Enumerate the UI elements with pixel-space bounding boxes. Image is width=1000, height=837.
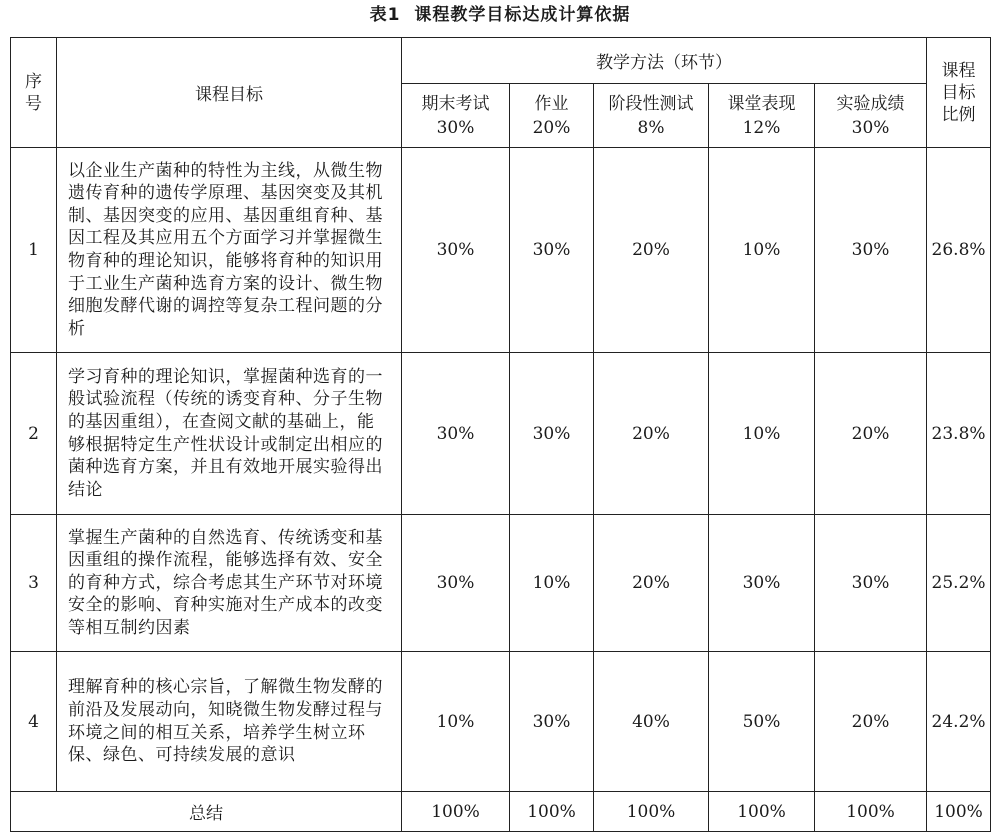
row-method-value: 10% — [709, 148, 815, 353]
row-method-value: 20% — [594, 353, 709, 515]
row-method-value: 20% — [815, 353, 927, 515]
row-method-value: 30% — [510, 353, 594, 515]
total-ratio: 100% — [927, 792, 991, 832]
row-method-value: 30% — [510, 148, 594, 353]
header-ratio-line: 目标 — [941, 82, 976, 103]
header-index-char: 序 — [25, 71, 42, 92]
table-row — [11, 652, 991, 792]
total-value: 100% — [709, 792, 815, 832]
row-method-value: 30% — [815, 148, 927, 353]
total-value: 100% — [510, 792, 594, 832]
header-methods-group: 教学方法（环节） — [402, 38, 927, 84]
row-method-value: 40% — [594, 652, 709, 792]
row-index: 2 — [11, 353, 57, 515]
row-method-value: 30% — [510, 652, 594, 792]
goal-achievement-table — [10, 37, 991, 832]
row-method-value: 20% — [815, 652, 927, 792]
header-ratio-line: 比例 — [941, 104, 976, 125]
row-ratio: 25.2% — [927, 515, 991, 652]
row-ratio: 26.8% — [927, 148, 991, 353]
row-goal: 掌握生产菌种的自然选育、传统诱变和基因重组的操作流程，能够选择有效、安全的育种方式，综合考虑其生产环节对环境安全的影响、育种实施对生产成本的改变等相互制约因素 — [57, 515, 402, 652]
method-name: 实验成绩 — [836, 93, 905, 114]
header-method — [594, 84, 709, 148]
total-label: 总结 — [11, 792, 402, 832]
method-weight: 8% — [637, 117, 665, 138]
method-name: 课堂表现 — [727, 93, 796, 114]
header-method — [709, 84, 815, 148]
row-method-value: 20% — [594, 148, 709, 353]
row-ratio: 23.8% — [927, 353, 991, 515]
row-method-value: 20% — [594, 515, 709, 652]
row-method-value: 50% — [709, 652, 815, 792]
table-row — [11, 515, 991, 652]
method-name: 期末考试 — [421, 93, 490, 114]
table-caption — [0, 0, 1000, 34]
row-goal: 理解育种的核心宗旨，了解微生物发酵的前沿及发展动向，知晓微生物发酵过程与环境之间的相互关系，培养学生树立环保、绿色、可持续发展的意识 — [57, 652, 402, 792]
row-ratio: 24.2% — [927, 652, 991, 792]
method-weight: 30% — [436, 117, 475, 138]
total-value: 100% — [815, 792, 927, 832]
method-name: 阶段性测试 — [608, 93, 694, 114]
row-method-value: 10% — [402, 652, 510, 792]
method-weight: 20% — [532, 117, 571, 138]
header-method — [402, 84, 510, 148]
header-method — [510, 84, 594, 148]
row-method-value: 10% — [510, 515, 594, 652]
row-method-value: 30% — [402, 148, 510, 353]
table-row — [11, 148, 991, 353]
row-method-value: 30% — [402, 353, 510, 515]
total-value: 100% — [594, 792, 709, 832]
total-row — [11, 792, 991, 832]
table-title: 课程教学目标达成计算依据 — [414, 5, 631, 25]
method-weight: 30% — [851, 117, 890, 138]
method-name: 作业 — [534, 93, 569, 114]
header-index-char: 号 — [25, 93, 42, 114]
header-ratio — [927, 38, 991, 148]
row-method-value: 10% — [709, 353, 815, 515]
header-ratio-line: 课程 — [941, 60, 976, 81]
header-index — [11, 38, 57, 148]
row-method-value: 30% — [815, 515, 927, 652]
table-row — [11, 353, 991, 515]
row-index: 4 — [11, 652, 57, 792]
table-number: 表1 — [369, 5, 401, 25]
header-goal: 课程目标 — [57, 38, 402, 148]
row-method-value: 30% — [709, 515, 815, 652]
row-method-value: 30% — [402, 515, 510, 652]
total-value: 100% — [402, 792, 510, 832]
method-weight: 12% — [742, 117, 781, 138]
row-goal: 学习育种的理论知识，掌握菌种选育的一般试验流程（传统的诱变育种、分子生物的基因重组），在查阅文献的基础上，能够根据特定生产性状设计或制定出相应的菌种选育方案，并且有效地开展实验得出结论 — [57, 353, 402, 515]
row-goal: 以企业生产菌种的特性为主线，从微生物遗传育种的遗传学原理、基因突变及其机制、基因突变的应用、基因重组育种、基因工程及其应用五个方面学习并掌握微生物育种的理论知识，能够将育种的知识用于工业生产菌种选育方案的设计、微生物细胞发酵代谢的调控等复杂工程问题的分析 — [57, 148, 402, 353]
header-method — [815, 84, 927, 148]
row-index: 1 — [11, 148, 57, 353]
row-index: 3 — [11, 515, 57, 652]
